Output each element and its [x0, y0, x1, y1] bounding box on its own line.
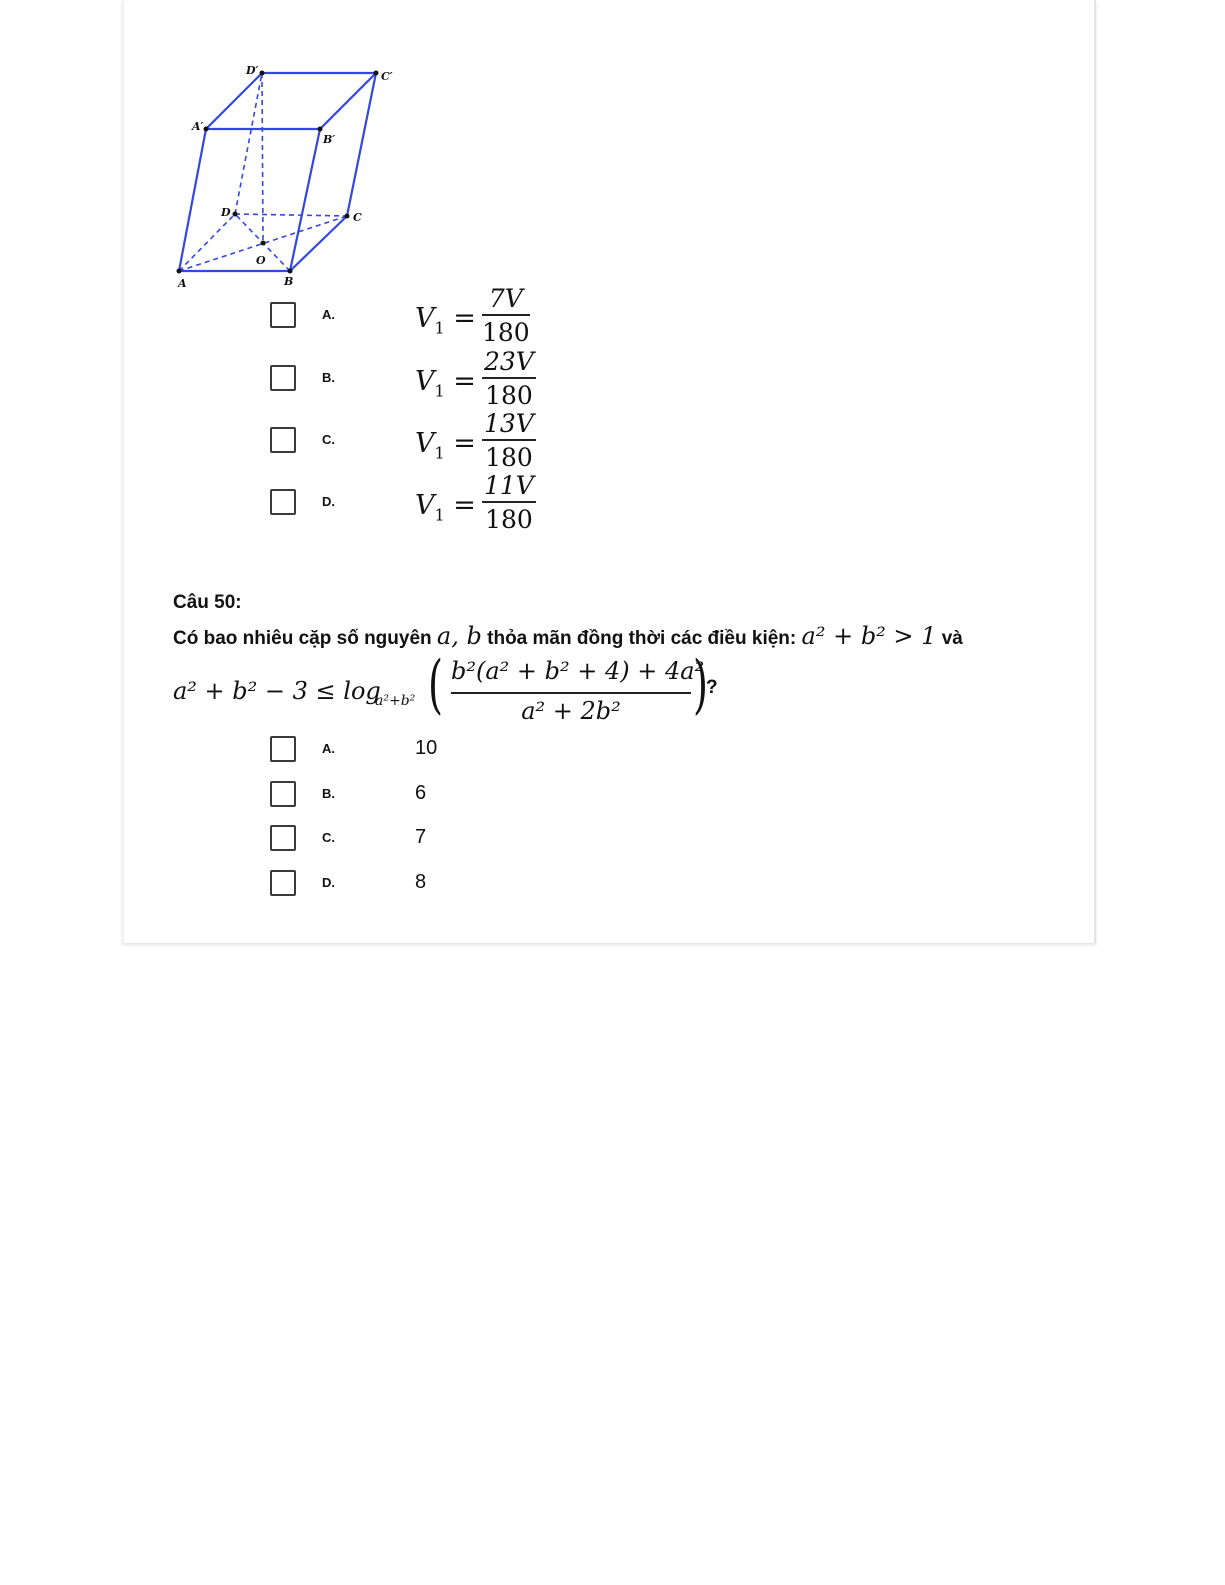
parallelepiped-figure: [165, 60, 405, 290]
label-a: A: [178, 277, 187, 290]
checkbox[interactable]: [270, 781, 296, 807]
label-d1: D′: [246, 64, 259, 77]
checkbox[interactable]: [270, 870, 296, 896]
label-o: O: [256, 254, 266, 267]
q50-option-d[interactable]: [270, 870, 870, 900]
option-value: 7: [415, 826, 427, 848]
label-b1: B′: [323, 133, 336, 146]
q50-option-c[interactable]: [270, 825, 870, 855]
option-letter: C.: [322, 830, 335, 845]
q49-option-b[interactable]: B. $V_1$ = 23V 180: [270, 365, 870, 395]
edge-bc: [290, 216, 347, 271]
edge-b1c1: [320, 73, 376, 129]
option-letter: C.: [322, 432, 335, 447]
q49-option-d[interactable]: D. $V_1$ = 11V 180: [270, 489, 870, 519]
question-text: Có bao nhiêu cặp số nguyên a, b thỏa mãn đồng thời các điều kiện: a² + b² > 1 và: [173, 622, 963, 650]
vars-formula: a, b: [436, 622, 482, 650]
q50-option-b[interactable]: [270, 781, 870, 811]
condition-formula: a² + b² > 1: [801, 622, 937, 650]
option-letter: A.: [322, 741, 335, 756]
label-b: B: [284, 275, 294, 288]
hidden-line-d1o: [262, 73, 263, 243]
option-letter: A.: [322, 307, 335, 322]
option-letter: D.: [322, 875, 335, 890]
option-value: 10: [415, 737, 438, 759]
checkbox[interactable]: [270, 489, 296, 515]
checkbox[interactable]: [270, 302, 296, 328]
option-value: 8: [415, 871, 427, 893]
label-a1: A′: [192, 120, 204, 133]
option-value: 6: [415, 782, 427, 804]
inequality-formula: a² + b² − 3 ≤ log a²+b² ( b²(a² + b² + 4) + 4a² a² + 2b² ) ?: [173, 648, 718, 725]
hidden-edge-dc: [235, 214, 347, 216]
checkbox[interactable]: [270, 736, 296, 762]
edge-d1a1: [206, 73, 262, 129]
question-title: Câu 50:: [173, 592, 242, 613]
q50-option-a[interactable]: [270, 736, 870, 766]
edge-bb1: [290, 129, 320, 271]
checkbox[interactable]: [270, 365, 296, 391]
checkbox[interactable]: [270, 825, 296, 851]
checkbox[interactable]: [270, 427, 296, 453]
edge-aa1: [179, 129, 206, 271]
q49-option-c[interactable]: C. $V_1$ = 13V 180: [270, 427, 870, 457]
label-d: D: [221, 206, 231, 219]
option-letter: B.: [322, 370, 335, 385]
label-c: C: [353, 211, 362, 224]
edge-cc1: [347, 73, 376, 216]
label-c1: C′: [381, 70, 393, 83]
hidden-edge-dd1: [235, 73, 262, 214]
q49-option-a[interactable]: A. $V_1$ = 7V 180: [270, 302, 870, 332]
option-letter: D.: [322, 494, 335, 509]
option-letter: B.: [322, 786, 335, 801]
